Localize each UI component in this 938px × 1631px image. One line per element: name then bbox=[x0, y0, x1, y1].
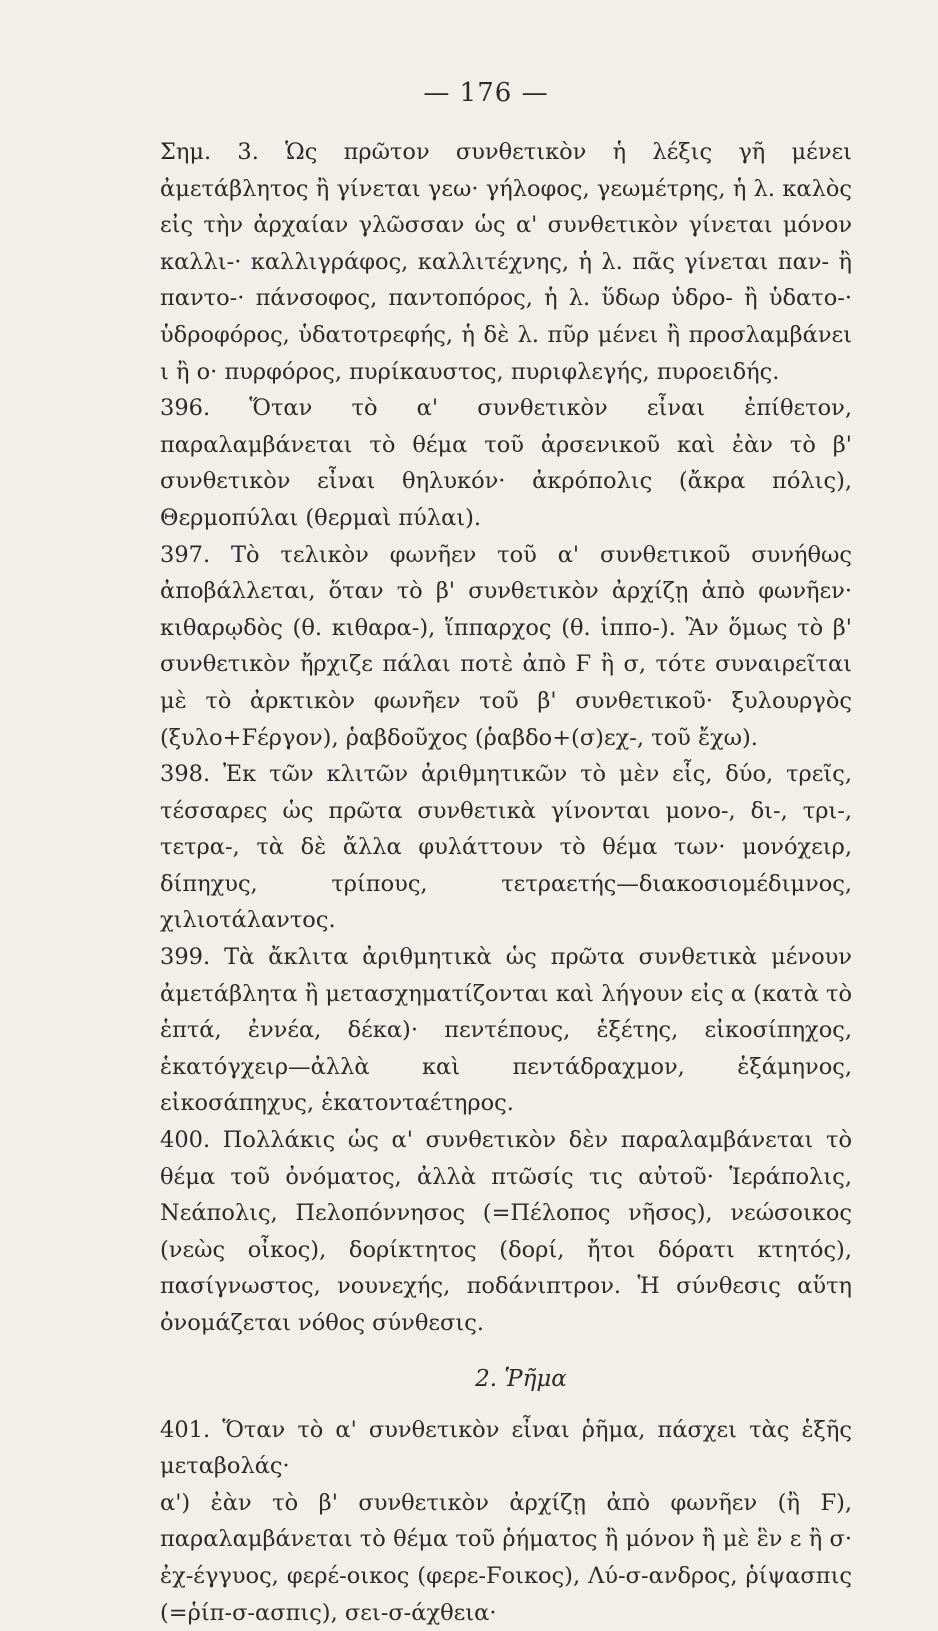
section-heading-verb: 2. Ῥῆμα bbox=[475, 1365, 567, 1392]
paragraph-401: 401. Ὅταν τὸ α' συνθετικὸν εἶναι ῥῆμα, πάσχει τὰς ἑξῆς μεταβολάς· bbox=[160, 1416, 852, 1480]
paragraph-396: 396. Ὅταν τὸ α' συνθετικὸν εἶναι ἐπίθετον, παραλαμβάνεται τὸ θέμα τοῦ ἀρσενικοῦ καὶ ἐὰν τὸ β' συνθετικὸν εἶναι θηλυκόν· ἀκρόπολις (ἄκρα πόλις), Θερμοπύλαι (θερμαὶ πύλαι). bbox=[160, 395, 852, 531]
paragraph-398: 398. Ἐκ τῶν κλιτῶν ἀριθμητικῶν τὸ μὲν εἷς, δύο, τρεῖς, τέσσαρες ὡς πρῶτα συνθετικὰ γίνονται μονο-, δι-, τρι-, τετρα-, τὰ δὲ ἄλλα φυλάττουν τὸ θέμα των· μονόχειρ, δίπηχυς, τρίπους, τετραετής—διακοσιομέδιμνος, χιλιοτάλαντος. bbox=[160, 761, 852, 934]
paragraph-note-3: Σημ. 3. Ὡς πρῶτον συνθετικὸν ἡ λέξις γῆ μένει ἀμετάβλητος ἢ γίνεται γεω· γήλοφος, γεωμέτρης, ἡ λ. καλὸς εἰς τὴν ἀρχαίαν γλῶσσαν ὡς α' συνθετικὸν γίνεται μόνον καλλι-· καλλιγράφος, καλλιτέχνης, ἡ λ. πᾶς γίνεται παν- ἢ παντο-· πάνσοφος, παντοπόρος, ἡ λ. ὕδωρ ὑδρο- ἢ ὑδατο-· ὑδροφόρος, ὑδατοτρεφής, ἡ δὲ λ. πῦρ μένει ἢ προσλαμβάνει ι ἢ ο· πυρφόρος, πυρίκαυστος, πυριφλεγής, πυροειδής. bbox=[160, 139, 852, 385]
paragraph-400: 400. Πολλάκις ὡς α' συνθετικὸν δὲν παραλαμβάνεται τὸ θέμα τοῦ ὀνόματος, ἀλλὰ πτῶσίς τις αὐτοῦ· Ἱεράπολις, Νεάπολις, Πελοπόννησος (=Πέλοπος νῆσος), νεώσοικος (νεὼς οἶκος), δορίκτητος (δορί, ἤτοι δόρατι κτητός), πασίγνωστος, νουνεχής, ποδάνιπτρον. Ἡ σύνθεσις αὕτη ὀνομάζεται νόθος σύνθεσις. bbox=[160, 1127, 852, 1336]
paragraph-401-a: α') ἐὰν τὸ β' συνθετικὸν ἀρχίζῃ ἀπὸ φωνῆεν (ἢ Ϝ), παραλαμβάνεται τὸ θέμα τοῦ ῥήματος ἢ μόνον ἢ μὲ ἓν ε ἢ σ· ἐχ-έγγυος, φερέ-οικος (φερε-Ϝοικος), Λύ-σ-ανδρος, ῥίψασπις (=ῥίπ-σ-ασπις), σει-σ-άχθεια· bbox=[160, 1489, 852, 1626]
paragraph-397: 397. Τὸ τελικὸν φωνῆεν τοῦ α' συνθετικοῦ συνήθως ἀποβάλλεται, ὅταν τὸ β' συνθετικὸν ἀρχίζῃ ἀπὸ φωνῆεν· κιθαρῳδὸς (θ. κιθαρα-), ἵππαρχος (θ. ἱππο-). Ἂν ὅμως τὸ β' συνθετικὸν ἤρχιζε πάλαι ποτὲ ἀπὸ Ϝ ἢ σ, τότε συναιρεῖται μὲ τὸ ἀρκτικὸν φωνῆεν τοῦ β' συνθετικοῦ· ξυλουργὸς (ξυλο+Ϝέργον), ῥαβδοῦχος (ῥαβδο+(σ)εχ-, τοῦ ἔχω). bbox=[160, 541, 852, 751]
page-number: — 176 — bbox=[423, 78, 549, 108]
paragraph-399: 399. Τὰ ἄκλιτα ἀριθμητικὰ ὡς πρῶτα συνθετικὰ μένουν ἀμετάβλητα ἢ μετασχηματίζονται καὶ λήγουν εἰς α (κατὰ τὸ ἑπτά, ἐννέα, δέκα)· πεντέπους, ἑξέτης, εἰκοσίπηχος, ἑκατόγχειρ—ἀλλὰ καὶ πεντάδραχμον, ἑξάμηνος, εἰκοσάπηχυς, ἑκατονταέτηρος. bbox=[160, 944, 852, 1117]
